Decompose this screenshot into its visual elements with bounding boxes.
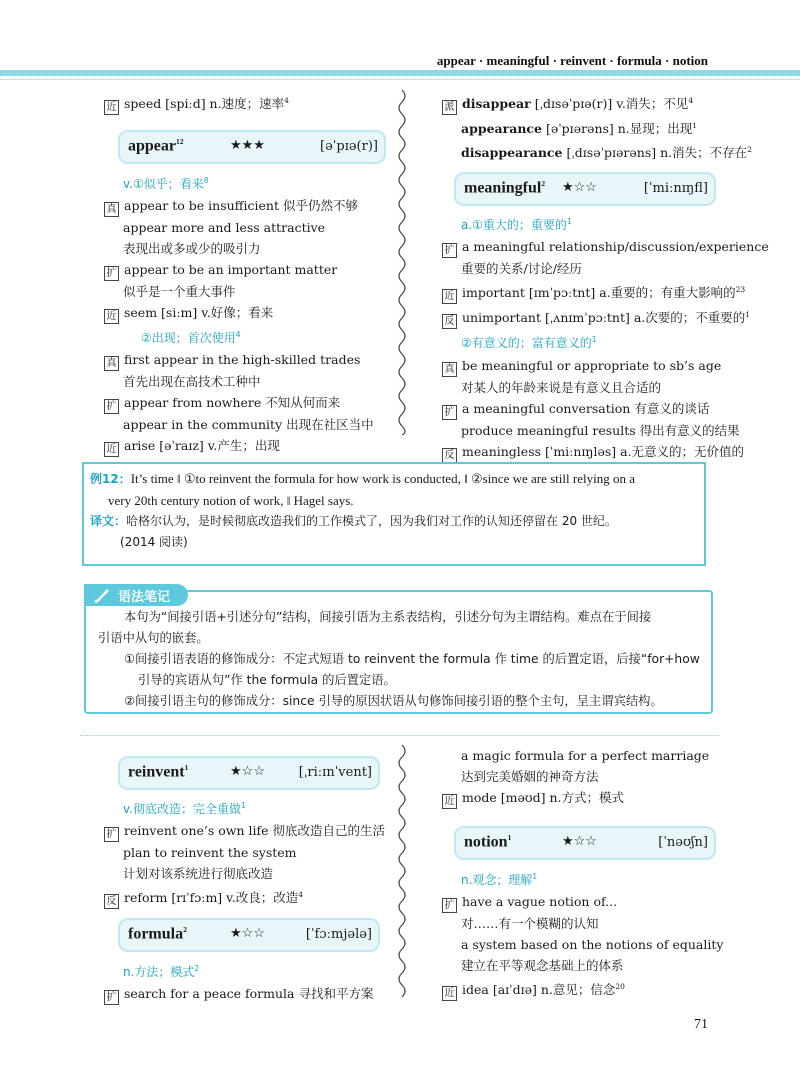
entry-line: idea [aɪˈdɪə] n.意见；信念 <box>462 982 616 998</box>
freq-sup: 1 <box>745 310 751 320</box>
entry-line: seem [siːm] v.好像；看来 <box>124 305 274 321</box>
right-top-column <box>442 90 752 163</box>
tag: 扩 <box>442 405 457 420</box>
headword-box-notion <box>454 826 716 860</box>
tag: 近 <box>442 794 457 809</box>
freq-sup: 2 <box>747 145 752 155</box>
sense-label: n.方法；模式 <box>123 965 195 980</box>
star-rating: ★☆☆ <box>230 764 265 779</box>
example-sentence-line1: It’s time ‖ ①to reinvent the formula for how work is conducted, ‖ ②since we are still relying on a <box>130 471 635 486</box>
entry-line: reform [rɪˈfɔːm] v.改良；改造 <box>124 890 299 906</box>
tag: 扩 <box>104 827 119 842</box>
tag: 反 <box>104 894 119 909</box>
column-separator-bottom <box>394 745 410 1000</box>
entry-line: a meaningful conversation 有意义的谈话 <box>462 400 710 416</box>
column-separator-top <box>394 90 410 435</box>
section-divider <box>80 735 720 736</box>
tag: 真 <box>442 362 457 377</box>
entry-line: [ˌdɪsəˈpɪərəns] n.消失；不存在 <box>562 145 748 161</box>
entry-line: 达到完美婚姻的神奇方法 <box>461 769 599 784</box>
pen-icon <box>92 586 112 604</box>
headword: meaningful$^2$ <box>464 179 546 197</box>
tag: 派 <box>442 100 457 115</box>
entry-line: 建立在平等观念基础上的体系 <box>461 958 624 974</box>
phonetic: [ˈnəʊʃn] <box>658 835 708 850</box>
entry-line: a system based on the notions of equality <box>461 937 724 953</box>
sense-label: n.观念；理解 <box>461 873 533 888</box>
example-text <box>90 468 702 553</box>
grammar-paragraph: ①间接引语表语的修饰成分：不定式短语 to reinvent the formula 作 time 的后置定语，后接“for+how <box>124 652 700 666</box>
freq-sup: 2 <box>194 964 200 973</box>
derived-word: disappearance <box>461 145 563 161</box>
sense-label: a.①重大的；重要的 <box>461 218 567 233</box>
entry-line: meaningless [ˈmiːnɪŋləs] a.无意义的；无价值的 <box>462 443 745 459</box>
entry-line: speed [spiːd] n.速度；速率 <box>124 96 285 112</box>
example-source: (2014 阅读) <box>120 535 188 549</box>
entry-line: have a vague notion of... <box>462 894 618 910</box>
freq-sup: 1 <box>692 121 698 131</box>
phonetic: [ˈfɔːmjələ] <box>305 927 372 942</box>
freq-sup: 20 <box>615 982 625 992</box>
entry-line: 对……有一个模糊的认知 <box>461 916 599 932</box>
star-rating: ★☆☆ <box>562 834 597 849</box>
tag: 反 <box>442 448 457 463</box>
entry-line: plan to reinvent the system <box>123 845 297 861</box>
entry-line: 首先出现在高技术工种中 <box>123 374 261 390</box>
tag: 近 <box>442 986 457 1001</box>
example-sentence-line2: very 20th century notion of work, ‖ Hagel says. <box>108 493 354 508</box>
headword-box-reinvent <box>118 756 380 790</box>
translation: 哈格尔认为，是时候彻底改造我们的工作模式了，因为我们对工作的认知还停留在 20 世纪。 <box>126 514 617 528</box>
freq-sup: 1 <box>566 217 572 226</box>
phonetic: [ˌriːɪnˈvent] <box>298 765 372 780</box>
entry-line: appear in the community 出现在社区当中 <box>123 417 374 433</box>
star-rating: ★☆☆ <box>230 926 265 941</box>
entry-line: a meaningful relationship/discussion/experience <box>462 239 769 255</box>
sense-label: ②出现；首次使用 <box>141 331 236 346</box>
star-rating: ★★★ <box>230 138 265 153</box>
entry-line: 计划对该系统进行彻底改造 <box>123 866 274 882</box>
headword: appear$^{12}$ <box>128 137 184 155</box>
header-bar <box>0 70 800 76</box>
entry-line: a magic formula for a perfect marriage <box>461 748 710 763</box>
page-number: 71 <box>694 1017 708 1032</box>
tag: 扩 <box>104 399 119 414</box>
formula-entries <box>104 958 394 1005</box>
grammar-notes-title: 语法笔记 <box>118 590 171 605</box>
tag: 扩 <box>104 266 119 281</box>
sense-label: v.①似乎；看来 <box>123 177 204 192</box>
derived-word: appearance <box>461 121 542 137</box>
translation-label: 译文： <box>90 514 127 528</box>
entry-line: mode [məʊd] n.方式；模式 <box>462 790 625 805</box>
header-dotted-rule <box>0 79 800 80</box>
example-label: 例12： <box>90 472 131 486</box>
derived-word: disappear <box>462 96 531 112</box>
headword-box-formula <box>118 918 380 952</box>
tag: 真 <box>104 202 119 217</box>
freq-sup: 4 <box>298 890 303 900</box>
entry-line: appear to be insufficient 似乎仍然不够 <box>124 198 358 214</box>
star-rating: ★☆☆ <box>562 180 597 195</box>
running-header: appear · meaningful · reinvent · formula · notion <box>436 53 708 68</box>
sense-label: v.彻底改造；完全重做 <box>123 802 241 817</box>
left-top-column <box>104 90 389 120</box>
tag: 真 <box>104 356 119 371</box>
phonetic: [əˈpɪə(r)] <box>320 139 378 154</box>
entry-line: first appear in the high-skilled trades <box>124 352 361 368</box>
entry-line: important [ɪmˈpɔːtnt] a.重要的；有重大影响的 <box>462 285 736 301</box>
entry-line: be meaningful or appropriate to sb’s age <box>462 357 722 373</box>
grammar-paragraph: 引语中从句的嵌套。 <box>98 631 209 645</box>
tag: 扩 <box>442 898 457 913</box>
freq-sup: 8 <box>203 176 209 185</box>
formula-continued <box>442 745 742 809</box>
freq-sup: 1 <box>591 335 597 345</box>
phonetic: [ˈmiːnɪŋfl] <box>643 181 708 196</box>
tag-near: 近 <box>104 100 119 115</box>
sense-label: ②有意义的；富有意义的 <box>461 336 592 351</box>
tag: 反 <box>442 314 457 329</box>
entry-line: arise [əˈraɪz] v.产生；出现 <box>124 438 280 454</box>
freq-sup: 4 <box>235 330 241 340</box>
grammar-paragraph: ②间接引语主句的修饰成分：since 引导的原因状语从句修饰间接引语的整个主句，呈主谓宾结构。 <box>124 694 663 708</box>
freq-sup: 4 <box>688 96 694 105</box>
entry-line: unimportant [ˌʌnɪmˈpɔːtnt] a.次要的；不重要的 <box>462 310 746 326</box>
headword-box-meaningful <box>454 172 716 206</box>
entry-line: produce meaningful results 得出有意义的结果 <box>461 422 740 438</box>
appear-entries <box>104 170 394 457</box>
grammar-paragraph: 本句为“间接引语+引述分句”结构，间接引语为主系表结构，引述分句为主谓结构。难点在于间接 <box>124 610 652 624</box>
tag: 近 <box>104 442 119 457</box>
headword-box-appear <box>118 130 386 164</box>
tag: 近 <box>442 289 457 304</box>
freq-sup: 4 <box>284 96 289 105</box>
freq-sup: 1 <box>532 872 538 881</box>
entry-line: search for a peace formula 寻找和平方案 <box>124 986 374 1002</box>
entry-line: 重要的关系/讨论/经历 <box>461 261 582 277</box>
headword: reinvent$^1$ <box>128 763 189 781</box>
headword: formula$^2$ <box>128 925 187 943</box>
entry-line: 似乎是一个重大事件 <box>123 284 236 300</box>
tag: 扩 <box>442 243 457 258</box>
entry-line: reinvent one’s own life 彻底改造自己的生活 <box>124 823 386 839</box>
entry-line: appear to be an important matter <box>124 262 338 278</box>
entry-line: 对某人的年龄来说是有意义且合适的 <box>461 379 662 395</box>
entry-line: [əˈpɪərəns] n.显现；出现 <box>541 121 693 137</box>
entry-line: [ˌdɪsəˈpɪə(r)] v.消失；不见 <box>530 96 689 112</box>
freq-sup: 1 <box>241 801 246 810</box>
grammar-paragraph: 引导的宾语从句”作 the formula 的后置定语。 <box>138 673 396 687</box>
tag: 扩 <box>104 990 119 1005</box>
tag: 近 <box>104 309 119 324</box>
notion-entries <box>442 866 742 1001</box>
grammar-notes-text <box>98 607 703 712</box>
reinvent-entries <box>104 795 394 909</box>
entry-line: 表现出或多或少的吸引力 <box>123 241 261 257</box>
entry-line: appear more and less attractive <box>123 220 326 236</box>
meaningful-entries <box>442 211 769 463</box>
entry-line: appear from nowhere 不知从何而来 <box>124 395 341 411</box>
freq-sup: 23 <box>735 285 746 295</box>
headword: notion$^1$ <box>464 833 512 851</box>
